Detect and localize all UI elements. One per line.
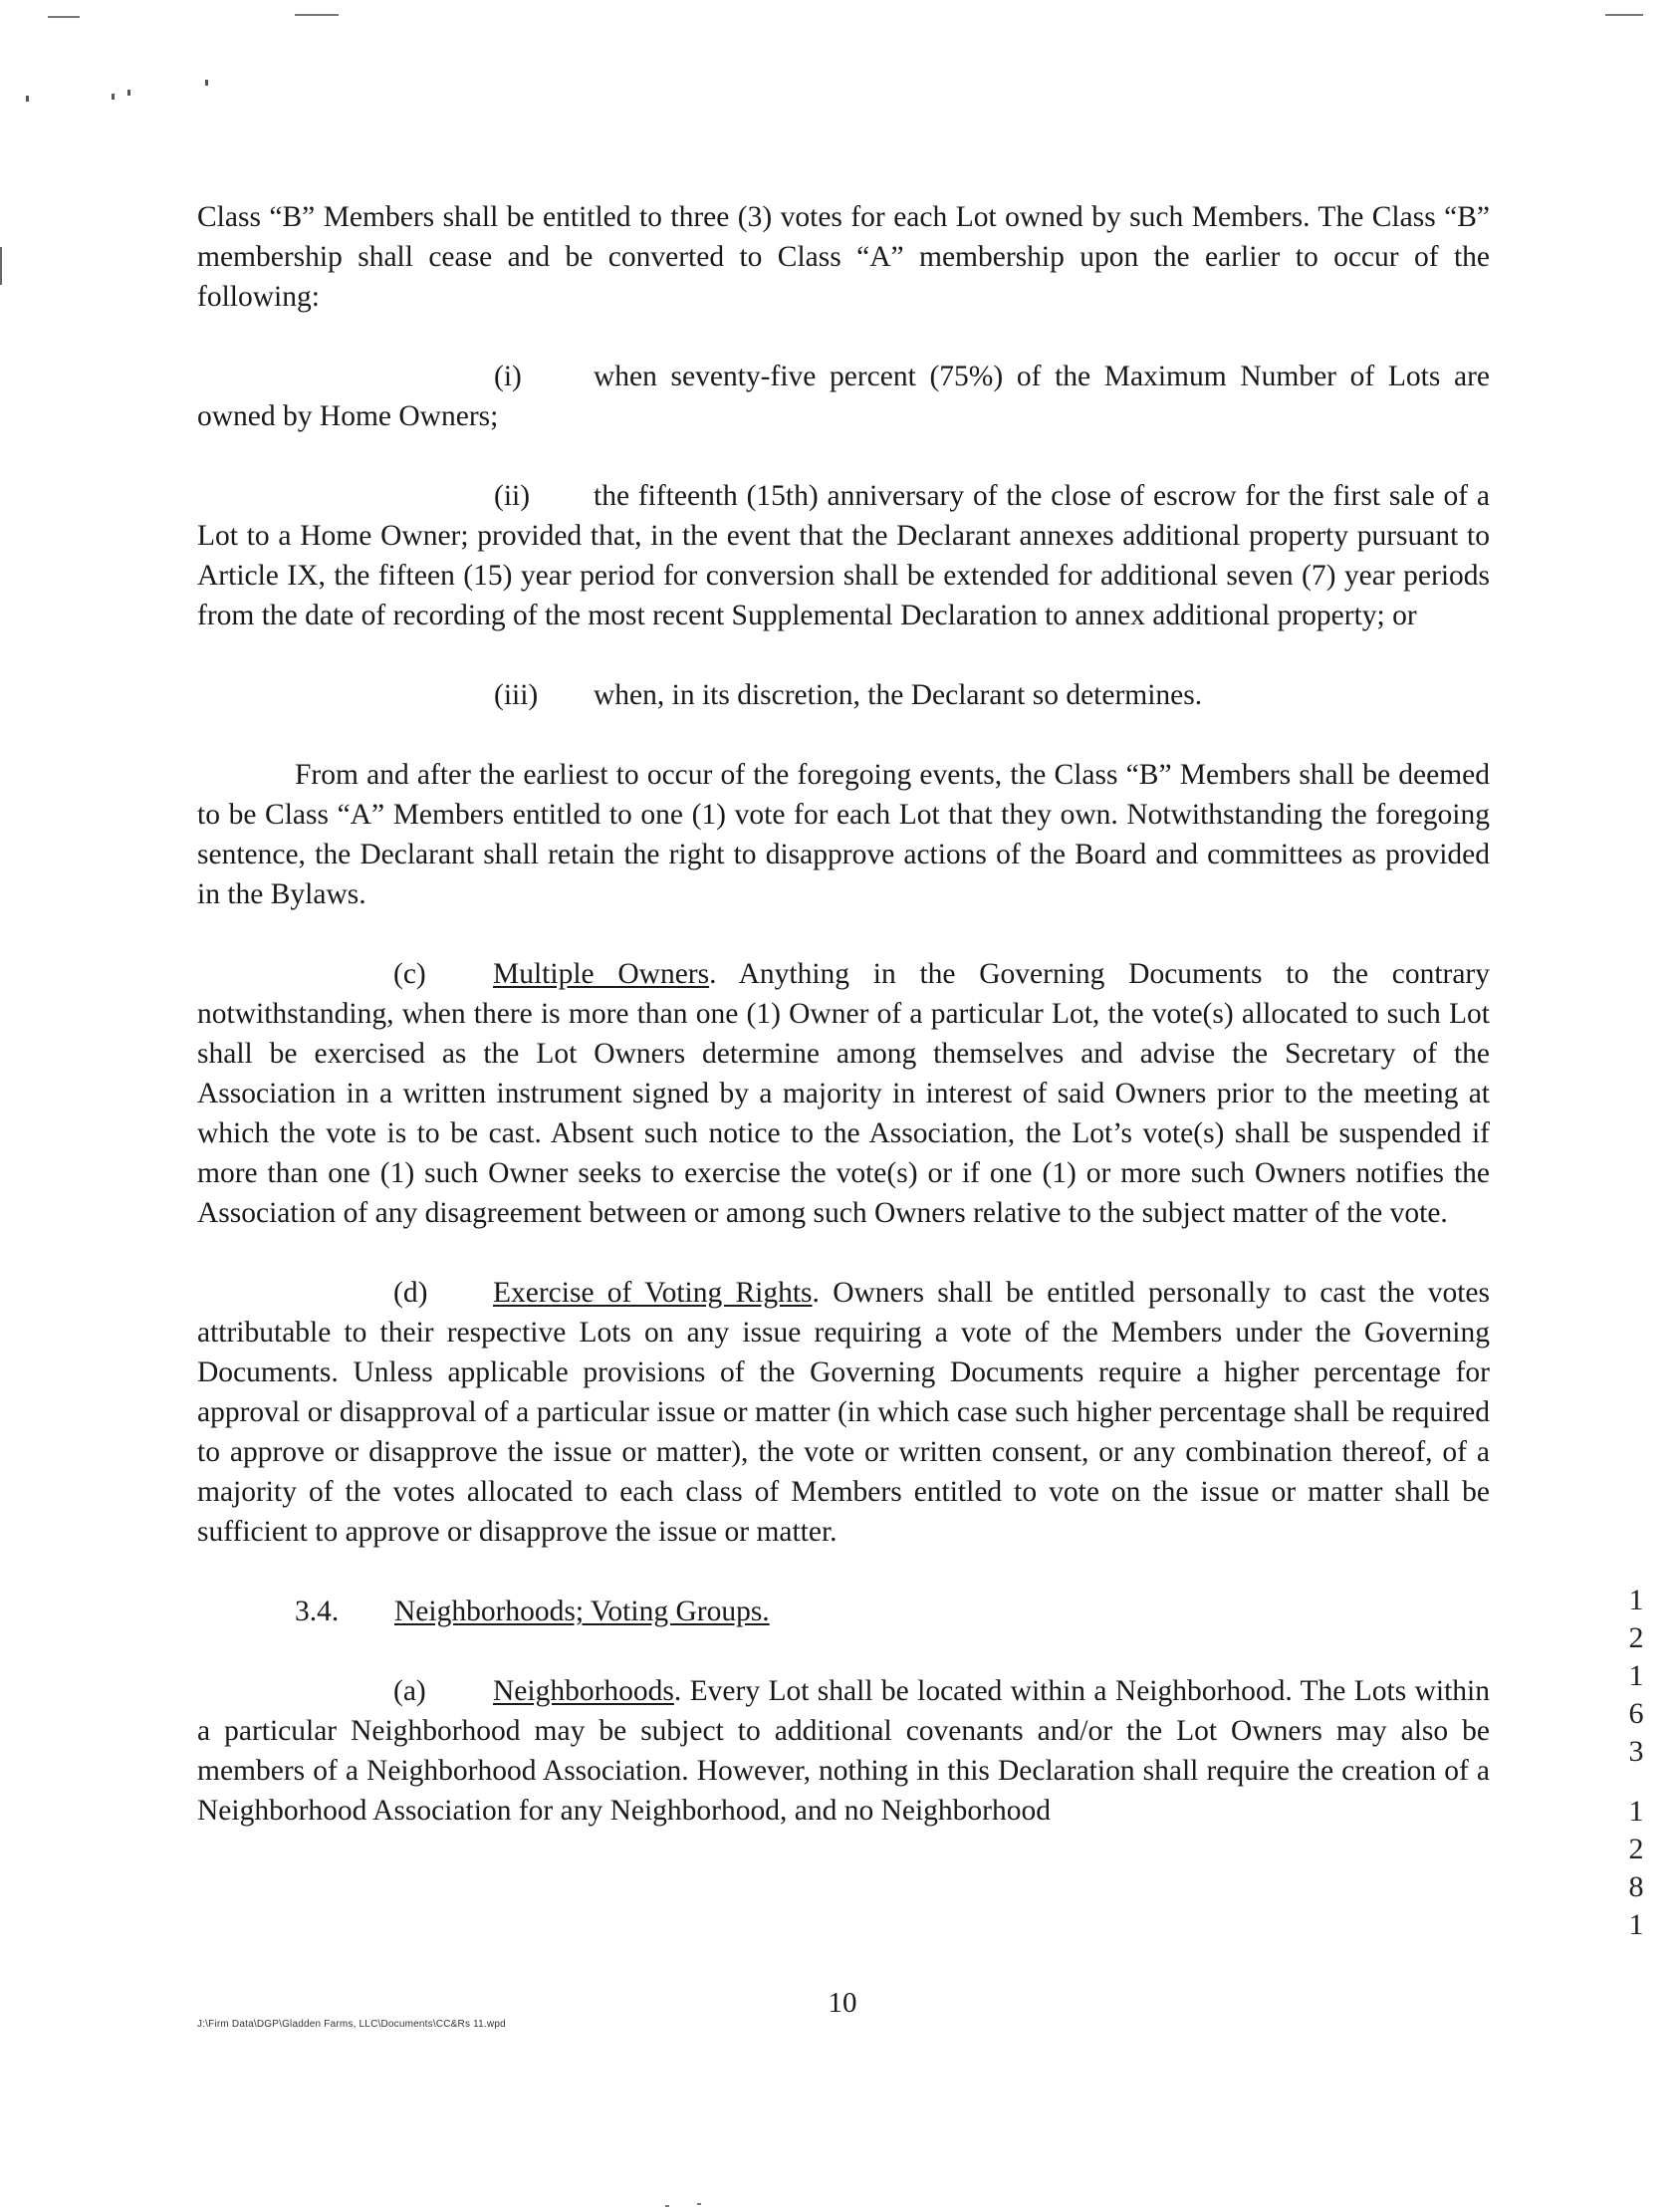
stamp-gap: [1621, 1771, 1651, 1793]
footer-file-path: J:\Firm Data\DGP\Gladden Farms, LLC\Documents\CC&Rs 11.wpd: [197, 2019, 506, 2030]
subsection-text: Every Lot shall be located within a Neighborhood. The Lots within a particular Neighborhood may be subject to additional covenants and/or the Lot Owners may also be members of a Neighborhood Association. However, nothing in this Declaration shall require the creation of a Neighborhood Association for any Neighborhood, and no Neighborhood: [197, 1675, 1490, 1827]
list-item-text: the fifteenth (15th) anniversary of the close of escrow for the first sale of a Lot to a Home Owner; provided that, in the event that the Declarant annexes additional property pursuant to Article IX, the fifteen (15) year period for conversion shall be extended for additional seven (7) year periods from the date of recording of the most recent Supplemental Declaration to annex additional property; or: [197, 480, 1490, 631]
scan-artifact-bottom: [665, 2205, 669, 2207]
subsection-label: (d): [393, 1277, 428, 1309]
scan-artifact-dot: [112, 94, 115, 100]
document-body: [197, 197, 1490, 1870]
subsection-d: (d) Exercise of Voting Rights. Owners shall be entitled personally to cast the votes attributable to their respective Lots on any issue requiring a vote of the Members under the Governing Documents. Unless applicable provisions of the Governing Documents require a higher percentage for approval or disapproval of a particular issue or matter (in which case such higher percentage shall be required to approve or disapprove the issue or matter), the vote or written consent, or any combination thereof, of a majority of the votes allocated to each class of Members entitled to vote on the issue or matter shall be sufficient to approve or disapprove the issue or matter.: [197, 1273, 1490, 1552]
list-item-label: (iii): [494, 679, 539, 711]
page-number: 10: [828, 1987, 857, 2019]
subsection-c: (c) Multiple Owners. Anything in the Governing Documents to the contrary notwithstanding, when there is more than one (1) Owner of a particular Lot, the vote(s) allocated to such Lot shall be exercised as the Lot Owners determine among themselves and advise the Secretary of the Association in a written instrument signed by a majority in interest of said Owners prior to the meeting at which the vote is to be cast. Absent such notice to the Association, the Lot’s vote(s) shall be suspended if more than one (1) such Owner seeks to exercise the vote(s) or if one (1) or more such Owners notifies the Association of any disagreement between or among such Owners relative to the subject matter of the vote.: [197, 954, 1490, 1233]
subsection-text: Anything in the Governing Documents to the contrary notwithstanding, when there is more than one (1) Owner of a particular Lot, the vote(s) allocated to such Lot shall be exercised as the Lot Owners determine among themselves and advise the Secretary of the Association in a written instrument signed by a majority in interest of said Owners prior to the meeting at which the vote is to be cast. Absent such notice to the Association, the Lot’s vote(s) shall be suspended if more than one (1) such Owner seeks to exercise the vote(s) or if one (1) or more such Owners notifies the Association of any disagreement between or among such Owners relative to the subject matter of the vote.: [197, 958, 1491, 1229]
side-recording-stamp: [1621, 1582, 1651, 1944]
stamp-digit: 2: [1628, 1833, 1644, 1865]
scan-artifact-top-left: [48, 16, 80, 18]
subsection-title: Neighborhoods: [493, 1675, 674, 1707]
list-item-iii: [197, 675, 1490, 715]
scan-artifact-bottom: [697, 2203, 701, 2205]
paragraph-class-b: Class “B” Members shall be entitled to three (3) votes for each Lot owned by such Members. The Class “B” membership shall cease and be converted to Class “A” membership upon the earlier to occur of the following:: [197, 201, 1490, 313]
stamp-digit: 3: [1628, 1735, 1644, 1768]
stamp-digit: 1: [1628, 1795, 1644, 1828]
subsection-text: Owners shall be entitled personally to cast the votes attributable to their respective Lots on any issue requiring a vote of the Members under the Governing Documents. Unless applicable provisions of the Governing Documents require a higher percentage for approval or disapproval of a particular issue or matter (in which case such higher percentage shall be required to approve or disapprove the issue or matter), the vote or written consent, or any combination thereof, of a majority of the votes allocated to each class of Members entitled to vote on the issue or matter shall be sufficient to approve or disapprove the issue or matter.: [197, 1277, 1490, 1548]
list-item-ii: [197, 476, 1490, 635]
list-item-label: (ii): [494, 480, 531, 512]
scan-artifact-dot: [205, 80, 208, 86]
stamp-digit: 1: [1628, 1584, 1644, 1616]
scan-artifact-left-rule: [0, 247, 2, 285]
paragraph-conversion: From and after the earliest to occur of the foregoing events, the Class “B” Members shall be deemed to be Class “A” Members entitled to one (1) vote for each Lot that they own. Notwithstanding the foregoing sentence, the Declarant shall retain the right to disapprove actions of the Board and committees as provided in the Bylaws.: [197, 759, 1490, 910]
scan-artifact-top-mid: [295, 14, 339, 16]
stamp-digit: 1: [1628, 1908, 1644, 1941]
list-item-label: (i): [494, 361, 522, 392]
stamp-digit: 6: [1628, 1697, 1644, 1730]
section-heading: [197, 1592, 1490, 1631]
stamp-digit: 1: [1628, 1659, 1644, 1692]
subsection-a: (a) Neighborhoods. Every Lot shall be located within a Neighborhood. The Lots within a particular Neighborhood may be subject to additional covenants and/or the Lot Owners may also be members of a Neighborhood Association. However, nothing in this Declaration shall require the creation of a Neighborhood Association for any Neighborhood, and no Neighborhood: [197, 1671, 1490, 1831]
subsection-title: Exercise of Voting Rights: [493, 1277, 813, 1309]
stamp-digit: 8: [1628, 1870, 1644, 1903]
subsection-label: (c): [393, 958, 426, 990]
scan-artifact-top-right: [1605, 14, 1643, 16]
list-item-i: [197, 357, 1490, 436]
stamp-digit: 2: [1628, 1621, 1644, 1654]
subsection-title: Multiple Owners: [493, 958, 710, 990]
scan-artifact-dot: [26, 96, 29, 102]
section-title: Neighborhoods; Voting Groups.: [394, 1596, 770, 1627]
section-number: 3.4.: [295, 1596, 340, 1627]
list-item-text: when, in its discretion, the Declarant so determines.: [594, 679, 1203, 711]
list-item-text: when seventy-five percent (75%) of the Maximum Number of Lots are owned by Home Owners;: [197, 361, 1490, 432]
subsection-label: (a): [393, 1675, 426, 1707]
scan-artifact-dot: [127, 90, 130, 96]
